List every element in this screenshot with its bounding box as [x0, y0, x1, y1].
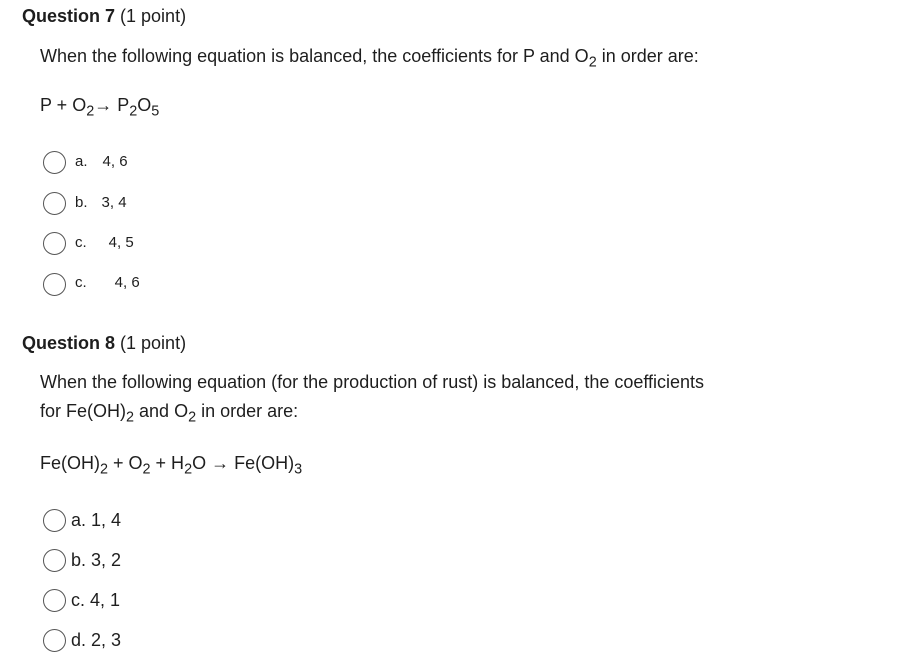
prompt-subscript: 2 [126, 409, 135, 426]
eq-sub: 3 [294, 461, 303, 478]
eq-part: + H [150, 453, 185, 473]
option-letter: c. [75, 274, 87, 291]
eq-part: O [137, 95, 152, 115]
question-7-title: Question 7 [22, 6, 116, 26]
eq-sub: 2 [142, 461, 151, 478]
question-8-prompt-line-1: When the following equation (for the production of rust) is balanced, the coefficients [40, 372, 705, 392]
q8-option-b-radio[interactable] [43, 549, 66, 572]
q8-option-b[interactable]: b. 3, 2 [71, 550, 122, 570]
q7-option-c-radio[interactable] [43, 232, 66, 255]
question-7-points: (1 point) [120, 6, 187, 26]
option-letter: a. [75, 153, 88, 170]
question-8-points: (1 point) [120, 333, 187, 353]
eq-sub: 2 [184, 461, 193, 478]
eq-sub: 2 [129, 103, 138, 120]
option-letter: c. [75, 234, 87, 251]
question-8-title: Question 8 [22, 333, 116, 353]
prompt-subscript: 2 [588, 54, 597, 71]
eq-part: O → Fe(OH) [192, 453, 295, 473]
prompt-subscript: 2 [188, 409, 197, 426]
option-value: 4, 6 [114, 274, 140, 291]
eq-sub: 2 [100, 461, 109, 478]
question-8-equation [40, 453, 303, 478]
eq-part: Fe(OH) [40, 453, 100, 473]
option-letter: b. [75, 194, 88, 211]
q8-option-c-radio[interactable] [43, 589, 66, 612]
q8-option-a[interactable]: a. 1, 4 [71, 510, 122, 530]
option-value: 4, 6 [102, 153, 128, 170]
q8-option-a-radio[interactable] [43, 509, 66, 532]
question-8-header [22, 333, 186, 354]
q8-option-d-radio[interactable] [43, 629, 66, 652]
prompt-text-end: in order are: [196, 401, 299, 421]
eq-part: P + O [40, 95, 87, 115]
eq-sub: 5 [151, 103, 160, 120]
question-7-header [22, 6, 186, 27]
prompt-text: and O [134, 401, 189, 421]
question-8-prompt-line-2 [40, 397, 298, 426]
q7-option-c2[interactable] [75, 274, 140, 291]
prompt-text-end: in order are: [596, 46, 699, 66]
eq-part: + O [108, 453, 143, 473]
q7-option-a[interactable] [75, 153, 128, 170]
eq-sub: 2 [86, 103, 95, 120]
q7-option-c2-radio[interactable] [43, 273, 66, 296]
question-7-prompt [40, 42, 699, 71]
q7-option-b-radio[interactable] [43, 192, 66, 215]
q8-option-d[interactable]: d. 2, 3 [71, 630, 122, 650]
option-value: 4, 5 [108, 234, 134, 251]
question-7-equation [40, 95, 160, 120]
eq-part: → P [94, 95, 130, 115]
q8-option-c[interactable]: c. 4, 1 [71, 590, 121, 610]
prompt-text: When the following equation is balanced, the coefficients for P and O [40, 46, 589, 66]
option-value: 3, 4 [101, 194, 127, 211]
q7-option-c[interactable] [75, 234, 134, 251]
q7-option-b[interactable] [75, 194, 127, 211]
prompt-text: for Fe(OH) [40, 401, 127, 421]
q7-option-a-radio[interactable] [43, 151, 66, 174]
